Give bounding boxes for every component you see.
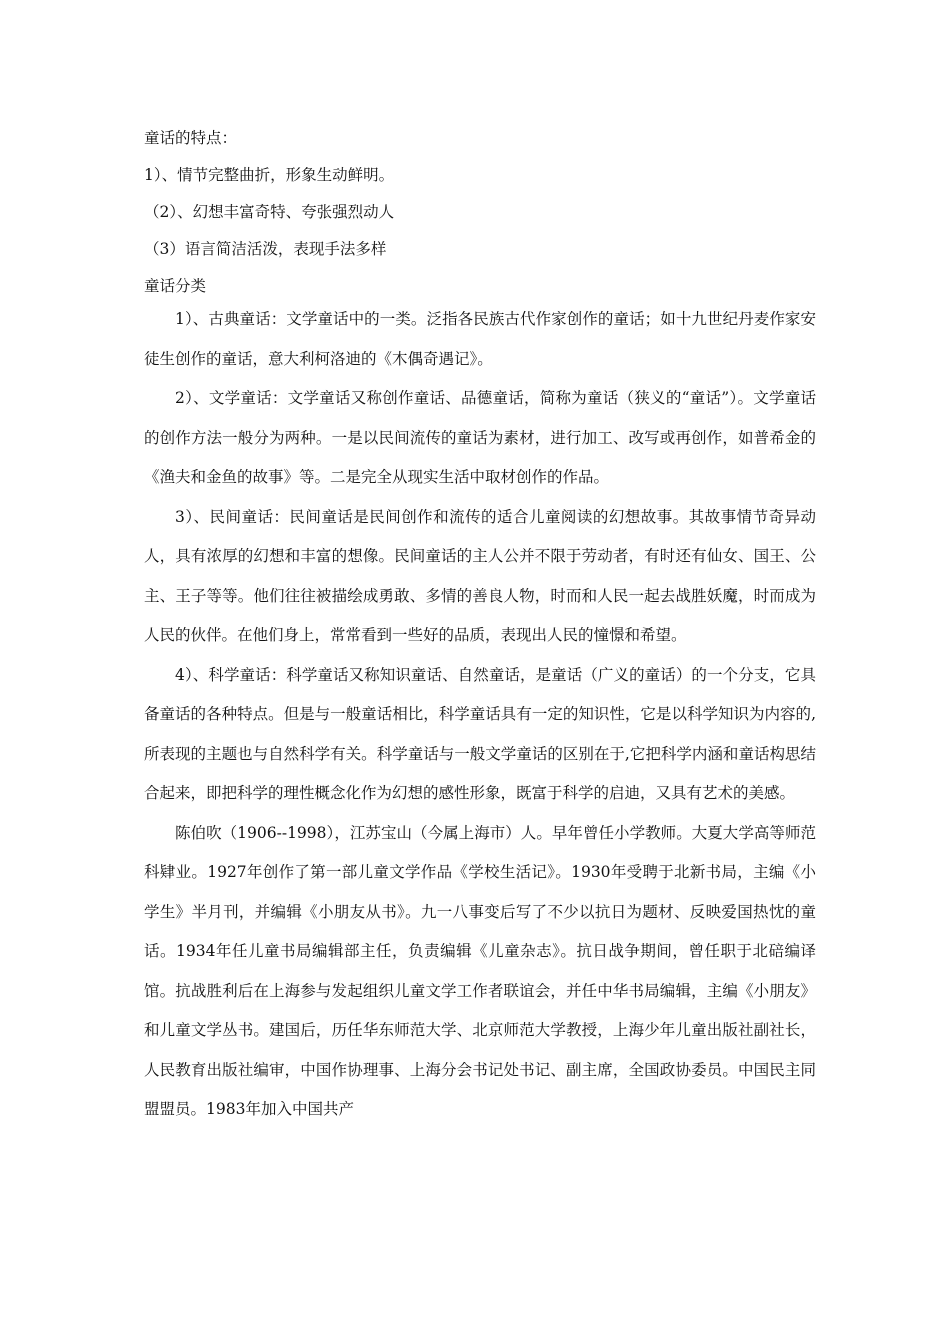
biography-paragraph: 陈伯吹（1906--1998），江苏宝山（今属上海市）人。早年曾任小学教师。大夏大学高等师范科肄业。1927年创作了第一部儿童文学作品《学校生活记》。1930年受聘于北新书局，主编《小学生》半月刊，并编辑《小朋友从书》。九一八事变后写了不少以抗日为题材、反映爱国热忱的童话。1934年任儿童书局编辑部主任，负责编辑《儿童杂志》。抗日战争期间，曾任职于北碚编译馆。抗战胜利后在上海参与发起组织儿童文学工作者联谊会，并任中华书局编辑，主编《小朋友》和儿童文学丛书。建国后，历任华东师范大学、北京师范大学教授，上海少年儿童出版社副社长，人民教育出版社编审，中国作协理事、上海分会书记处书记、副主席，全国政协委员。中国民主同盟盟员。1983年加入中国共产 <box>144 823 816 1118</box>
feature-item-3: （3）语言简洁活泼，表现手法多样 <box>144 240 387 258</box>
category-paragraph-1: 1）、古典童话：文学童话中的一类。泛指各民族古代作家创作的童话；如十九世纪丹麦作家安徒生创作的童话，意大利柯洛迪的《木偶奇遇记》。 <box>144 310 816 368</box>
document-body <box>144 120 824 305</box>
category-paragraph-4: 4）、科学童话：科学童话又称知识童话、自然童话，是童话（广义的童话）的一个分支，它具备童话的各种特点。但是与一般童话相比，科学童话具有一定的知识性，它是以科学知识为内容的,所表现的主题也与自然科学有关。科学童话与一般文学童话的区别在于,它把科学内涵和童话构思结合起来，即把科学的理性概念化作为幻想的感性形象，既富于科学的启迪，又具有艺术的美感。 <box>144 665 816 802</box>
category-paragraph-3: 3）、民间童话：民间童话是民间创作和流传的适合儿童阅读的幻想故事。其故事情节奇异动人，具有浓厚的幻想和丰富的想像。民间童话的主人公并不限于劳动者，有时还有仙女、国王、公主、王子等等。他们往往被描绘成勇敢、多情的善良人物，时而和人民一起去战胜妖魔，时而成为人民的伙伴。在他们身上，常常看到一些好的品质，表现出人民的憧憬和希望。 <box>144 507 816 644</box>
heading-categories: 童话分类 <box>144 277 207 295</box>
document-paragraphs <box>144 300 816 1130</box>
category-paragraph-2: 2）、文学童话：文学童话又称创作童话、品德童话，简称为童话（狭义的“童话”）。文学童话的创作方法一般分为两种。一是以民间流传的童话为素材，进行加工、改写或再创作，如普希金的《渔夫和金鱼的故事》等。二是完全从现实生活中取材创作的作品。 <box>144 389 816 486</box>
feature-item-2: （2）、幻想丰富奇特、夸张强烈动人 <box>144 203 395 221</box>
heading-features: 童话的特点： <box>144 129 238 147</box>
feature-item-1: 1）、情节完整曲折，形象生动鲜明。 <box>144 166 395 184</box>
